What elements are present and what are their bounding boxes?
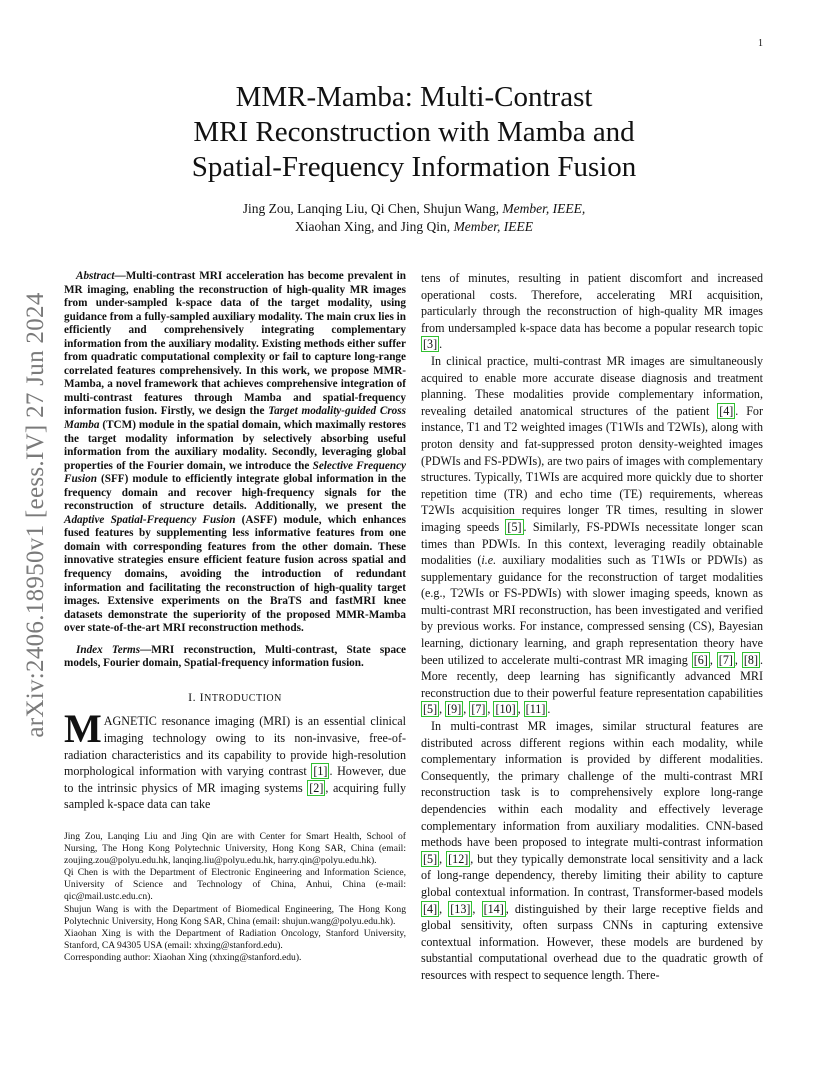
body-text-italic: i.e. — [481, 553, 497, 568]
section-title-rest: NTRODUCTION — [204, 692, 282, 704]
body-text: . Similarly, FS-PDWIs necessitate longer scan times than PDWIs. In this context, leveraging readily obtainable modalities ( — [421, 519, 763, 568]
section-number: I. — [188, 689, 200, 704]
footnote: Xiaohan Xing is with the Department of Radiation Oncology, Stanford University, Stanford, CA 94305 USA (email: xhxing@stanford.edu). — [64, 927, 406, 951]
abstract-text-3: (SFF) module to efficiently integrate global information in the frequency domain and recover high-frequency signals for the reconstruction of structure details. Additionally, we present the — [64, 473, 406, 513]
section-cap: I — [199, 689, 205, 704]
left-column — [64, 270, 406, 964]
footnote: Qi Chen is with the Department of Electronic Engineering and Information Science, University of Science and Technology of China, Anhui, China (e-mail: qic@mail.ustc.edu.cn). — [64, 867, 406, 903]
right-column — [421, 270, 763, 984]
citation-link[interactable]: [1] — [313, 764, 328, 779]
author-names-1: Jing Zou, Lanqing Liu, Qi Chen, Shujun Wang, — [242, 201, 503, 216]
footnote: Corresponding author: Xiaohan Xing (xhxing@stanford.edu). — [64, 951, 302, 963]
citation-link[interactable]: [13] — [450, 901, 471, 916]
intro-paragraph — [64, 706, 406, 813]
citation-link[interactable]: [12] — [448, 851, 469, 866]
abstract-text-4: (ASFF) module, which enhances fused features by supplementing less informative features from one domain with corresponding features from the other domain. These innovative strategies ensure efficient feature fusion across spatial and frequency domains, avoiding the introduction of redundant information and facilitating the reconstruction of high-quality target images. Extensive experiments on the BraTS and fastMRI knee datasets demonstrate the superiority of the proposed MMR-Mamba over state-of-the-art MRI reconstruction methods. — [64, 513, 406, 635]
abstract-sff: Selective Frequency Fusion — [64, 459, 407, 486]
citation-link[interactable]: [11] — [525, 702, 546, 717]
body-text: , but they typically demonstrate local sensitivity and a lack of long-range dependency, thereby limiting their ability to capture global contextual information. In contrast, Transformer-based models — [421, 851, 763, 899]
citation-link[interactable]: [5] — [507, 519, 522, 534]
citation-link[interactable]: [8] — [743, 652, 758, 667]
authors-line-1 — [80, 200, 748, 218]
author-membership-2: Member, IEEE — [453, 219, 534, 234]
body-paragraph-3: In multi-contrast MR images, similar structural features are distributed across different regions within each modality, while complementary information is provided by different modalities. Consequently, the primary challenge of the multi-contrast MRI reconstruction task is to comprehensively explore long-range dependencies within each modality and effectively leverage complementary information from auxiliary modalities. CNN-based methods have been proposed to integrate multi-contrast information [5] , [12] , but they typically demonstrate local sensitivity and a lack of long-range dependency, thereby limiting their ability to capture global contextual information. In contrast, Transformer-based models [4] , [13] , [14] , distinguished by their large receptive fields and global sensitivity, often surpass CNNs in capturing extensive contextual information. However, these models are burdened by substantial computational overhead due to the quadratic growth of resources with respect to sequence length. There- — [421, 719, 764, 982]
section-heading-introduction — [64, 689, 406, 708]
title-line-2: MRI Reconstruction with Mamba and — [193, 116, 635, 148]
citation-link[interactable]: [7] — [718, 652, 733, 667]
footnote: Shujun Wang is with the Department of Biomedical Engineering, The Hong Kong Polytechnic University, Hong Kong SAR, China (email: shujun.wang@polyu.edu.hk). — [64, 903, 406, 927]
citation-link[interactable]: [6] — [693, 652, 708, 667]
index-terms — [64, 644, 406, 671]
title-line-3: Spatial-Frequency Information Fusion — [191, 151, 637, 183]
body-text: In clinical practice, multi-contrast MR images are simultaneously acquired to enable more accurate disease diagnosis and treatment planning. These modalities provide complementary information, revealing detailed anatomical structures of the patient — [421, 353, 763, 418]
author-membership-1: Member, IEEE, — [502, 201, 586, 216]
affiliation-footnotes — [64, 831, 406, 964]
abstract — [64, 270, 406, 636]
abstract-label: Abstract — [76, 270, 115, 282]
citation-link[interactable]: [9] — [447, 702, 462, 717]
intro-text-2: . However, due to the intrinsic physics of MR imaging systems — [64, 764, 406, 795]
citation-link[interactable]: [14] — [483, 901, 504, 916]
citation-link[interactable]: [10] — [495, 702, 516, 717]
intro-text-3: , acquiring fully sampled k-space data can take — [64, 780, 406, 812]
citation-link[interactable]: [4] — [719, 403, 734, 418]
abstract-text-1: —Multi-contrast MRI acceleration has become prevalent in MR imaging, enabling the reconstruction of high-quality MR images from under-sampled k-space data of the target modality, using guidance from a fully-sampled auxiliary modality. The main crux lies in efficiently and comprehensively integrating complementary information from the auxiliary modality. Existing methods either suffer from quadratic computational complexity or fail to capture long-range correlated features comprehensively. In this work, we propose MMR-Mamba, a novel framework that achieves comprehensive integration of multi-contrast features through Mamba and spatial-frequency information fusion. Firstly, we design the — [64, 270, 406, 418]
body-text: , distinguished by their large receptive fields and global sensitivity, often surpass CNNs in capturing extensive contextual information. However, these models are burdened by substantial computational overhead due to the quadratic growth of resources with respect to sequence length. There- — [421, 901, 764, 982]
citation-link[interactable]: [5] — [423, 851, 438, 866]
abstract-tcm: Target modality-guided Cross Mamba — [64, 405, 406, 432]
body-text: . For instance, T1 and T2 weighted images (T1WIs and T2WIs), along with proton density and fat-suppressed proton density-weighted images (PDWIs and FS-PDWIs), are two pairs of images with complementary structures. Typically, T1WIs are acquired more quickly due to shorter repetition time (TR) and echo time (TE) requirements, whereas T2WIs acquisition requires longer TR times, resulting in slower imaging speeds — [421, 403, 763, 534]
author-names-2: Xiaohan Xing, and Jing Qin, — [294, 219, 454, 234]
dropcap-letter: M — [64, 706, 102, 752]
abstract-text-2: (TCM) module in the spatial domain, which maximally restores the target modality information by selectively absorbing useful information from the auxiliary modality. Secondly, leveraging global properties of the Fourier domain, we introduce the — [64, 419, 406, 472]
author-list — [80, 200, 748, 236]
body-text: . — [439, 337, 443, 352]
body-text: auxiliary modalities such as T1WIs or PDWIs) as supplementary guidance for the reconstruction of target modalities (e.g., T2WIs or FS-PDWIs) with slower imaging speeds, known as multi-contrast MRI reconstruction, has been investigated and verified by previous works. For instance, compressed sensing (CS), Bayesian learning, dictionary learning, and graph representation theory have been utilized to accelerate multi-contrast MR imaging — [421, 553, 763, 667]
index-terms-text: —MRI reconstruction, Multi-contrast, State space models, Fourier domain, Spatial-frequency information fusion. — [64, 643, 406, 670]
body-text: . More recently, deep learning has significantly advanced MRI reconstruction due to their powerful feature representation capabilities — [421, 652, 764, 700]
arxiv-stamp-text: arXiv:2406.18950v1 [eess.IV] 27 Jun 2024 — [22, 292, 49, 738]
body-paragraph-1 — [421, 270, 763, 353]
citation-link[interactable]: [5] — [423, 702, 438, 717]
abstract-asff: Adaptive Spatial-Frequency Fusion — [64, 513, 236, 526]
body-text: . — [547, 702, 551, 717]
title-line-1: MMR-Mamba: Multi-Contrast — [235, 81, 593, 113]
body-text: In multi-contrast MR images, similar structural features are distributed across different regions within each modality, while complementary information is provided by different modalities. Consequently, the primary challenge of the multi-contrast MRI reconstruction task is to comprehensively explore long-range dependencies within each modality and effectively leverage complementary information from auxiliary modalities. CNN-based methods have been proposed to integrate multi-contrast information — [421, 719, 763, 850]
paper-title — [80, 80, 748, 185]
citation-link[interactable]: [3] — [423, 337, 438, 352]
authors-line-2 — [80, 218, 748, 236]
intro-text-1: AGNETIC resonance imaging (MRI) is an essential clinical imaging technology owing to its non-invasive, free-of-radiation characteristics and its capability to provide high-resolution morphological information with varying contrast — [64, 714, 406, 779]
arxiv-stamp — [16, 290, 56, 740]
index-terms-label: Index Terms — [76, 643, 141, 656]
body-paragraph-2: In clinical practice, multi-contrast MR images are simultaneously acquired to enable more accurate disease diagnosis and treatment planning. These modalities provide complementary information, revealing detailed anatomical structures of the patient [4] . For instance, T1 and T2 weighted images (T1WIs and T2WIs), along with proton density and fat-suppressed proton density-weighted images (PDWIs and FS-PDWIs), are two pairs of images with complementary structures. Typically, T1WIs are acquired more quickly due to shorter repetition time (TR) and echo time (TE) requirements, whereas T2WIs acquisition requires longer TR times, resulting in slower imaging speeds [5] . Similarly, FS-PDWIs necessitate longer scan times than PDWIs. In this context, leveraging readily obtainable modalities (i.e. auxiliary modalities such as T1WIs or PDWIs) as supplementary guidance for the reconstruction of target modalities (e.g., T2WIs or FS-PDWIs) with slower imaging speeds, known as multi-contrast MRI reconstruction, has been investigated and verified by previous works. For instance, compressed sensing (CS), Bayesian learning, dictionary learning, and graph representation theory have been utilized to accelerate multi-contrast MR imaging [6] , [7] , [8] . More recently, deep learning has significantly advanced MRI reconstruction due to their powerful feature representation capabilities [5] , [9] , [7] , [10] , [11] . — [421, 353, 764, 717]
citation-link[interactable]: [2] — [309, 780, 324, 795]
citation-link[interactable]: [4] — [423, 901, 438, 916]
footnote: Jing Zou, Lanqing Liu and Jing Qin are with Center for Smart Health, School of Nursing, The Hong Kong Polytechnic University, Hong Kong SAR, China (email: zoujing.zou@polyu.edu.hk, lanqing.liu@polyu.edu.hk, harry.qin@polyu.edu.hk). — [64, 831, 406, 867]
body-text: tens of minutes, resulting in patient discomfort and increased operational costs. Therefore, accelerating MRI acquisition, particularly through the reconstruction of high-quality MR images from undersampled k-space data has become a popular research topic — [421, 271, 763, 335]
page-number: 1 — [758, 38, 763, 49]
citation-link[interactable]: [7] — [471, 702, 486, 717]
